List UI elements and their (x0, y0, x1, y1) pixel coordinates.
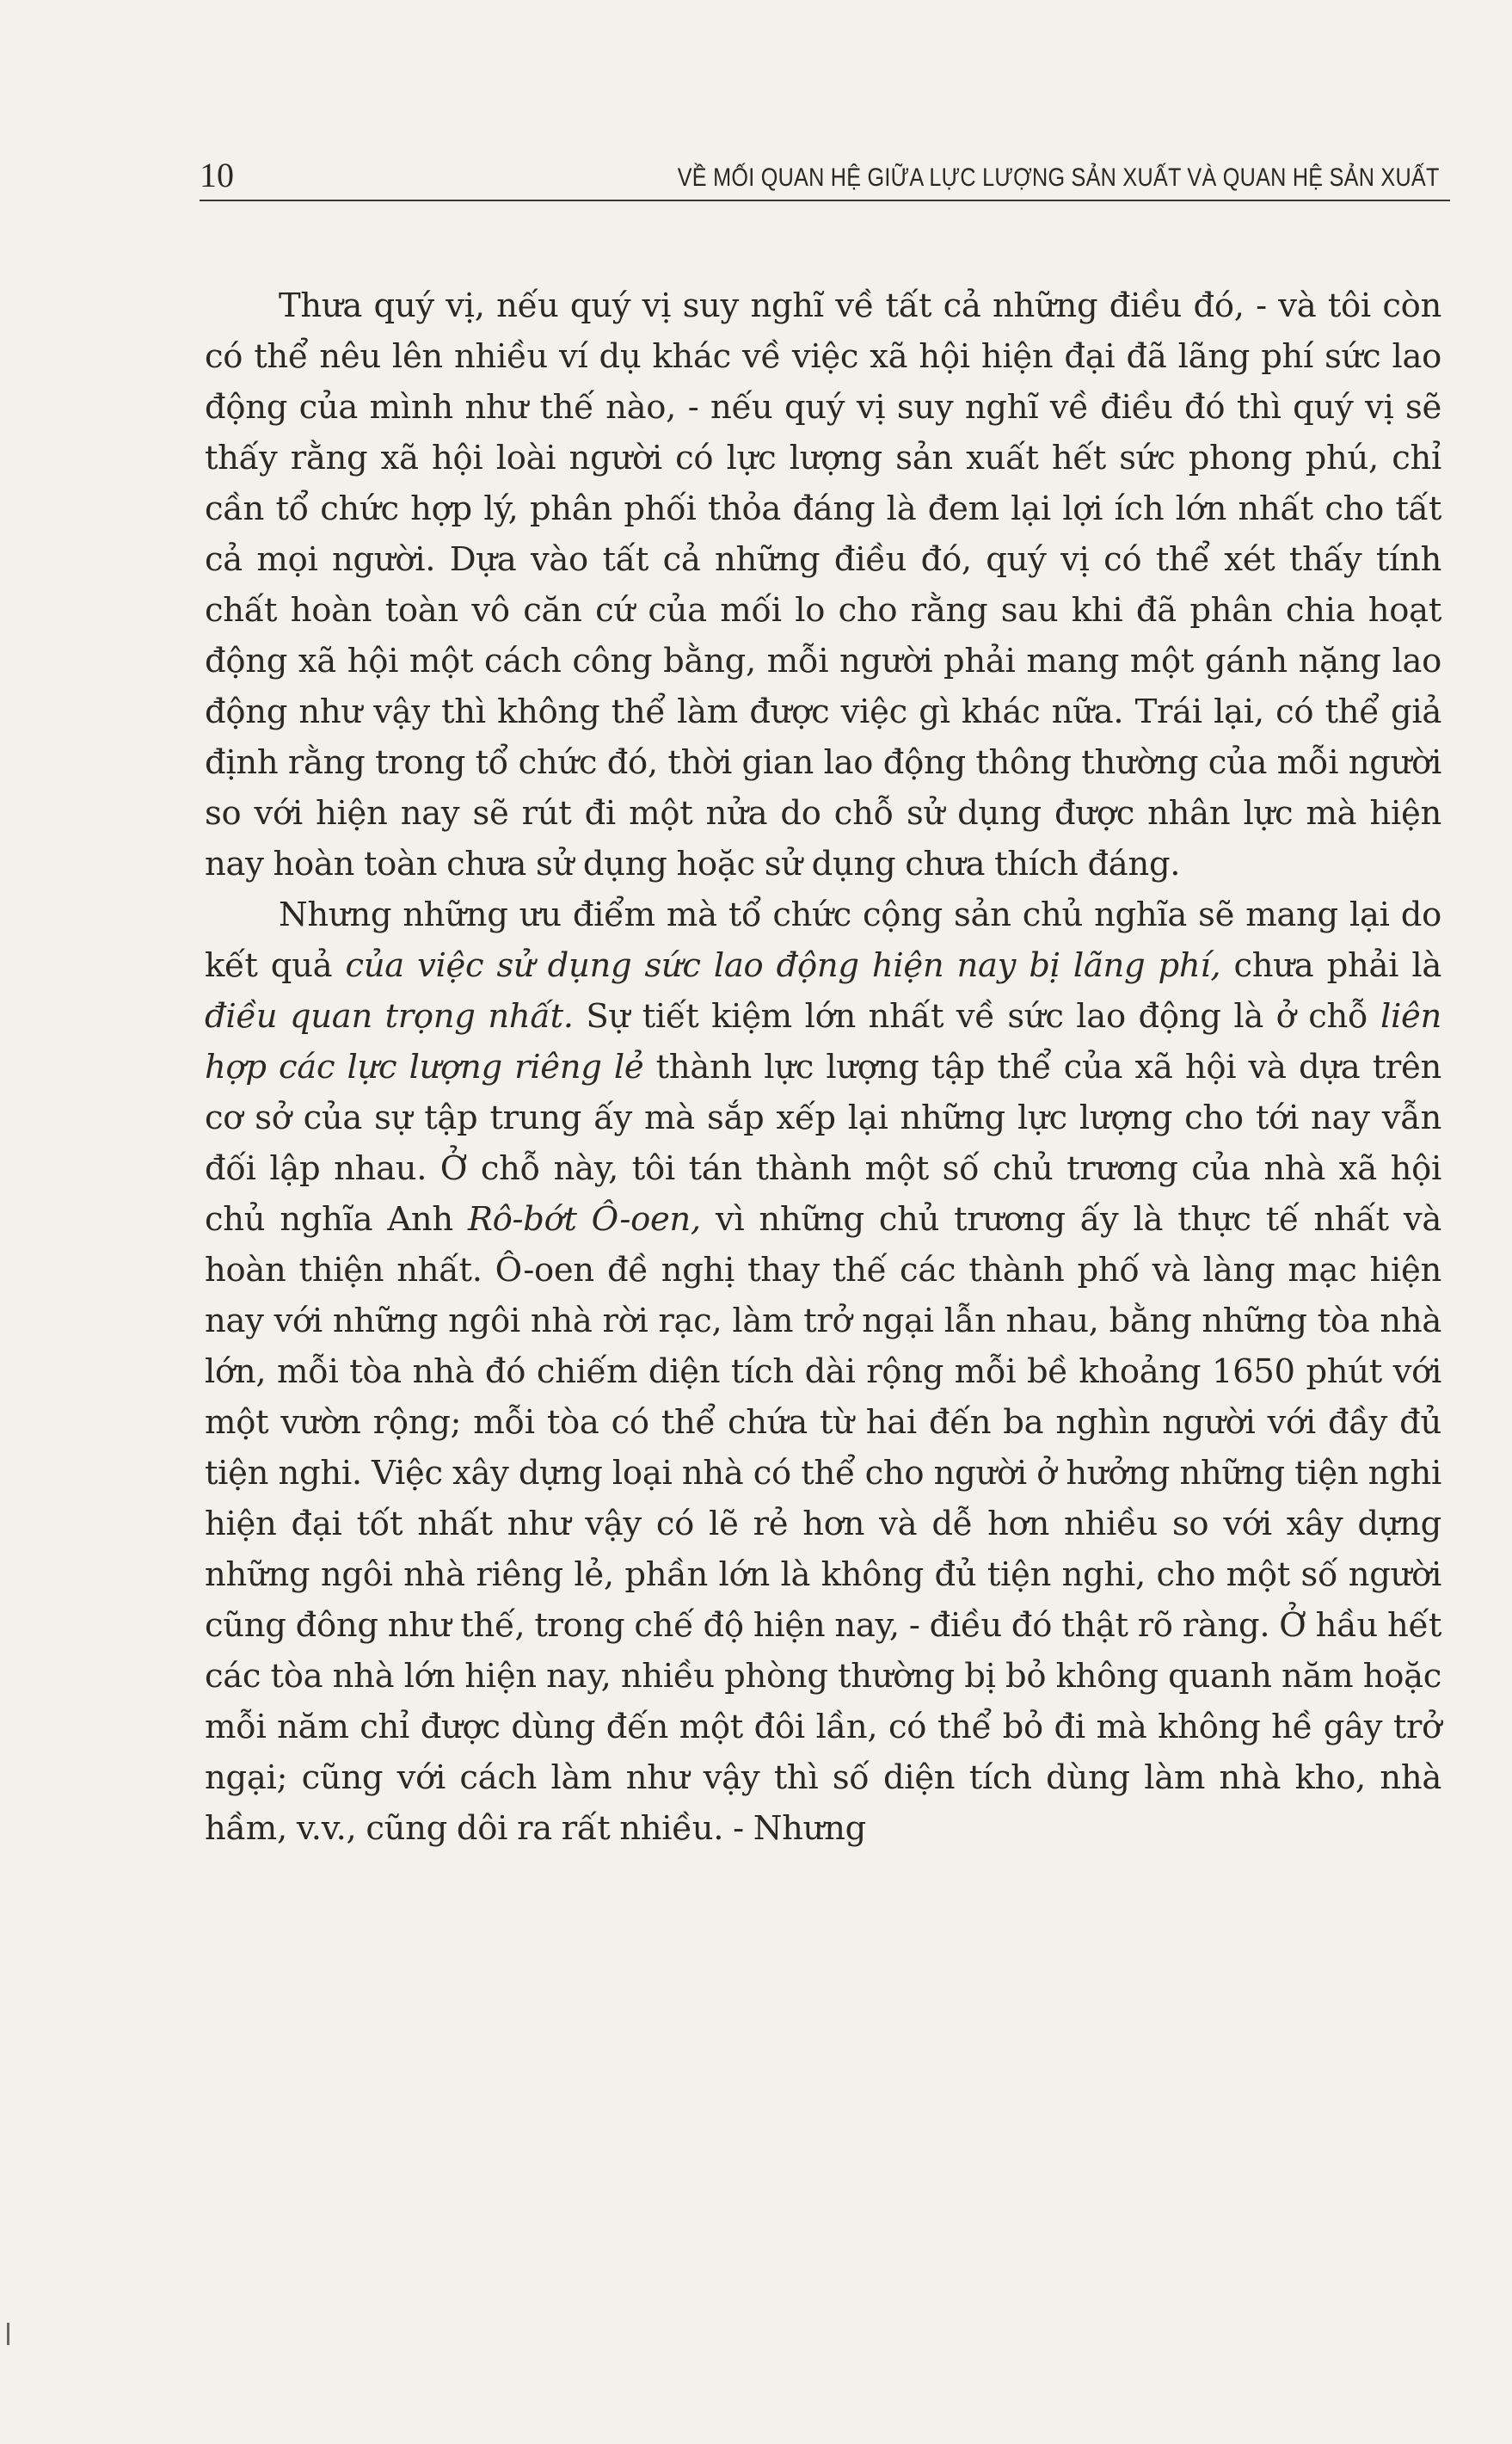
paragraph-2-text-3: Sự tiết kiệm lớn nhất về sức lao động là ở chỗ (573, 997, 1380, 1036)
emphasis-combining-forces: liên hợp các lực lượng riêng lẻ (205, 997, 1441, 1087)
page-number: 10 (200, 156, 234, 194)
paragraph-2 (205, 890, 1441, 1854)
paragraph-1: Thưa quý vị, nếu quý vị suy nghĩ về tất cả những điều đó, - và tôi còn có thể nêu lên nhiều ví dụ khác về việc xã hội hiện đại đã lãng phí sức lao động của mình như thế nào, - nếu quý vị suy nghĩ về điều đó thì quý vị sẽ thấy rằng xã hội loài người có lực lượng sản xuất hết sức phong phú, chỉ cần tổ chức hợp lý, phân phối thỏa đáng là đem lại lợi ích lớn nhất cho tất cả mọi người. Dựa vào tất cả những điều đó, quý vị có thể xét thấy tính chất hoàn toàn vô căn cứ của mối lo cho rằng sau khi đã phân chia hoạt động xã hội một cách công bằng, mỗi người phải mang một gánh nặng lao động như vậy thì không thể làm được việc gì khác nữa. Trái lại, có thể giả định rằng trong tổ chức đó, thời gian lao động thông thường của mỗi người so với hiện nay sẽ rút đi một nửa do chỗ sử dụng được nhân lực mà hiện nay hoàn toàn chưa sử dụng hoặc sử dụng chưa thích đáng. (205, 286, 1441, 883)
emphasis-most-important: điều quan trọng nhất. (205, 997, 574, 1036)
margin-mark (7, 2323, 9, 2345)
paragraph-2-text-1: Nhưng những ưu điểm mà tổ chức cộng sản chủ nghĩa sẽ mang lại do kết quả (205, 896, 1441, 985)
paragraph-2-text-4: thành lực lượng tập thể của xã hội và dựa trên cơ sở của sự tập trung ấy mà sắp xếp lại những lực lượng cho tới nay vẫn đối lập nhau. Ở chỗ này, tôi tán thành một số chủ trương của nhà xã hội chủ nghĩa Anh (205, 1048, 1441, 1239)
paragraph-2-text-5: vì những chủ trương ấy là thực tế nhất và hoàn thiện nhất. Ô-oen đề nghị thay thế các thành phố và làng mạc hiện nay với những ngôi nhà rời rạc, làm trở ngại lẫn nhau, bằng những tòa nhà lớn, mỗi tòa nhà đó chiếm diện tích dài rộng mỗi bề khoảng 1650 phút với một vườn rộng; mỗi tòa có thể chứa từ hai đến ba nghìn người với đầy đủ tiện nghi. Việc xây dựng loại nhà có thể cho người ở hưởng những tiện nghi hiện đại tốt nhất như vậy có lẽ rẻ hơn và dễ hơn nhiều so với xây dựng những ngôi nhà riêng lẻ, phần lớn là không đủ tiện nghi, cho một số người cũng đông như thế, trong chế độ hiện nay, - điều đó thật rõ ràng. Ở hầu hết các tòa nhà lớn hiện nay, nhiều phòng thường bị bỏ không quanh năm hoặc mỗi năm chỉ được dùng đến một đôi lần, có thể bỏ đi mà không hề gây trở ngại; cũng với cách làm như vậy thì số diện tích dùng làm nhà kho, nhà hầm, v.v., cũng dôi ra rất nhiều. - Nhưng (205, 1200, 1441, 1848)
paragraph-2-text-2: chưa phải là (1220, 946, 1441, 985)
emphasis-robert-owen: Rô-bớt Ô-oen, (467, 1200, 701, 1239)
running-title: VỀ MỐI QUAN HỆ GIỮA LỰC LƯỢNG SẢN XUẤT VÀ QUAN HỆ SẢN XUẤT (678, 163, 1440, 192)
body-text (205, 280, 1441, 1854)
page-header (200, 145, 1450, 201)
emphasis-wasted-labour: của việc sử dụng sức lao động hiện nay bị lãng phí, (345, 946, 1221, 985)
